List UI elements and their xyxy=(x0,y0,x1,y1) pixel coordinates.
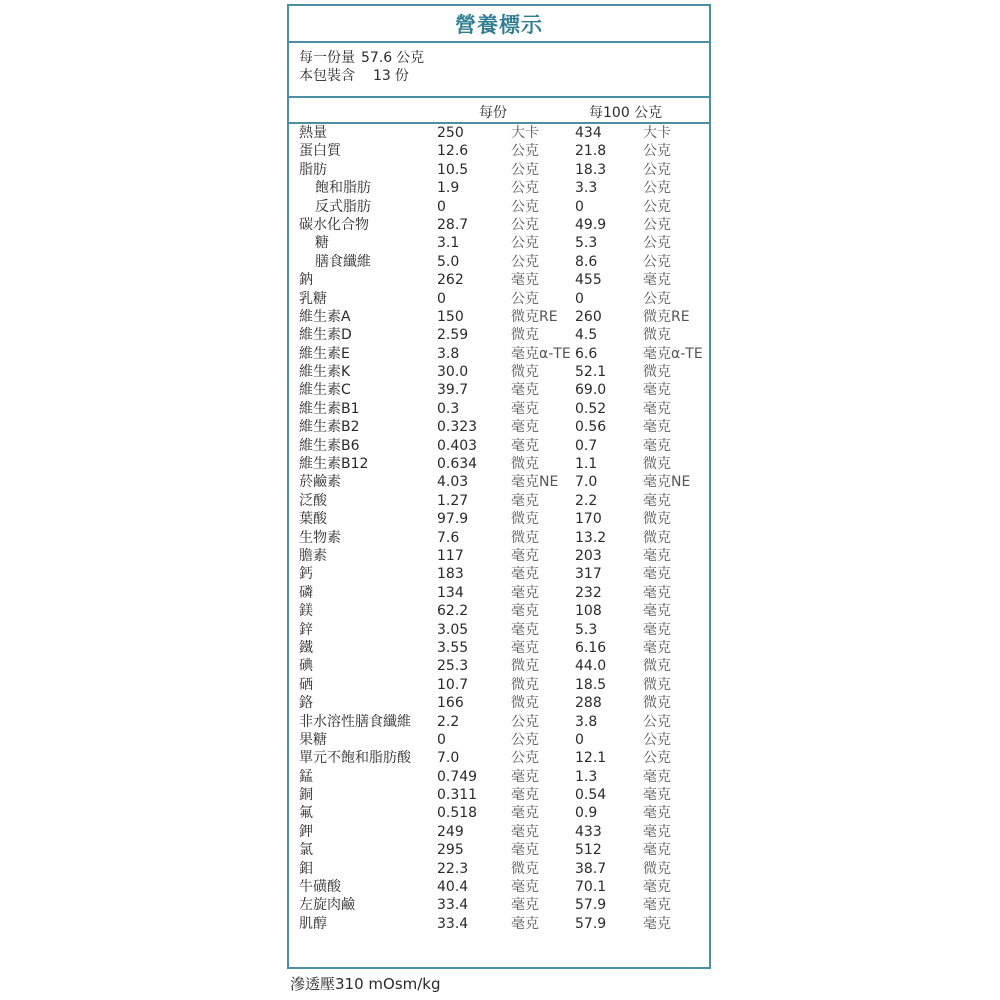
per-100g-unit: 毫克 xyxy=(643,400,671,417)
per-serving-unit: 毫克NE xyxy=(511,474,559,491)
per-serving-value: 117 xyxy=(437,547,464,564)
per-100g-unit: 公克 xyxy=(643,180,671,197)
per-serving-value: 39.7 xyxy=(437,382,469,399)
per-100g-value: 3.8 xyxy=(575,713,598,730)
nutrient-row xyxy=(289,510,709,528)
osmolality-note: 滲透壓310 mOsm/kg xyxy=(290,975,441,993)
nutrient-row xyxy=(289,142,709,160)
per-serving-unit: 公克 xyxy=(511,731,539,748)
per-serving-unit: 公克 xyxy=(511,235,539,252)
nutrient-name: 維生素K xyxy=(299,364,351,381)
nutrient-name: 膽素 xyxy=(299,547,327,564)
per-serving-unit: 毫克 xyxy=(511,492,539,509)
per-serving-unit: 毫克α-TE xyxy=(511,345,571,362)
per-100g-unit: 微克 xyxy=(643,456,671,473)
per-serving-value: 2.59 xyxy=(437,327,469,344)
per-100g-unit: 公克 xyxy=(643,731,671,748)
per-100g-unit: 微克RE xyxy=(643,308,690,325)
per-serving-unit: 毫克 xyxy=(511,603,539,620)
per-serving-value: 262 xyxy=(437,272,464,289)
per-100g-unit: 大卡 xyxy=(643,125,671,141)
nutrient-name: 維生素E xyxy=(299,345,350,362)
nutrient-name: 果糖 xyxy=(299,731,327,748)
per-serving-unit: 微克 xyxy=(511,456,539,473)
per-100g-value: 232 xyxy=(575,584,602,601)
per-100g-unit: 公克 xyxy=(643,235,671,252)
per-100g-unit: 毫克 xyxy=(643,639,671,656)
per-100g-unit: 毫克 xyxy=(643,272,671,289)
col-per-serving: 每份 xyxy=(479,105,507,121)
per-serving-unit: 毫克 xyxy=(511,621,539,638)
per-serving-value: 25.3 xyxy=(437,658,469,675)
nutrient-row xyxy=(289,529,709,547)
nutrient-name: 維生素B6 xyxy=(299,437,360,454)
per-serving-value: 3.55 xyxy=(437,639,469,656)
per-100g-unit: 微克 xyxy=(643,860,671,877)
nutrient-row xyxy=(289,823,709,841)
per-serving-value: 97.9 xyxy=(437,511,469,528)
nutrient-name: 碘 xyxy=(299,658,313,675)
per-serving-unit: 毫克 xyxy=(511,805,539,822)
nutrient-row xyxy=(289,749,709,767)
title-bar xyxy=(289,6,709,43)
nutrient-row xyxy=(289,326,709,344)
per-serving-value: 1.27 xyxy=(437,492,469,509)
per-serving-value: 10.7 xyxy=(437,676,469,693)
nutrient-name: 生物素 xyxy=(299,529,341,546)
per-serving-value: 0.518 xyxy=(437,805,478,822)
per-100g-value: 44.0 xyxy=(575,658,607,675)
nutrition-label xyxy=(287,4,711,969)
per-serving-value: 40.4 xyxy=(437,879,469,896)
per-serving-unit: 毫克 xyxy=(511,419,539,436)
servings-value: 13 xyxy=(373,68,391,84)
per-serving-value: 33.4 xyxy=(437,915,469,932)
per-100g-value: 2.2 xyxy=(575,492,598,509)
nutrient-row xyxy=(289,381,709,399)
serving-size-unit: 公克 xyxy=(396,50,425,66)
per-100g-value: 8.6 xyxy=(575,253,598,270)
per-100g-value: 57.9 xyxy=(575,915,607,932)
per-100g-value: 434 xyxy=(575,125,602,141)
per-serving-unit: 微克 xyxy=(511,529,539,546)
per-100g-unit: 毫克 xyxy=(643,547,671,564)
nutrient-row xyxy=(289,473,709,491)
per-100g-value: 1.1 xyxy=(575,456,598,473)
per-100g-unit: 微克 xyxy=(643,327,671,344)
per-100g-unit: 毫克 xyxy=(643,915,671,932)
per-serving-unit: 微克 xyxy=(511,511,539,528)
per-serving-unit: 毫克 xyxy=(511,272,539,289)
serving-info xyxy=(289,43,709,98)
nutrient-name: 氯 xyxy=(299,842,313,859)
per-100g-unit: 微克 xyxy=(643,676,671,693)
nutrient-name: 泛酸 xyxy=(299,492,327,509)
nutrient-row xyxy=(289,621,709,639)
per-serving-value: 62.2 xyxy=(437,603,469,620)
nutrient-name: 牛磺酸 xyxy=(299,879,341,896)
per-serving-unit: 毫克 xyxy=(511,897,539,914)
nutrient-name: 蛋白質 xyxy=(299,143,341,160)
per-100g-unit: 毫克 xyxy=(643,787,671,804)
nutrient-name: 鈉 xyxy=(299,272,313,289)
per-100g-unit: 公克 xyxy=(643,161,671,178)
per-100g-value: 203 xyxy=(575,547,602,564)
per-serving-value: 3.8 xyxy=(437,345,460,362)
nutrient-row xyxy=(289,363,709,381)
per-100g-value: 18.5 xyxy=(575,676,607,693)
nutrient-row xyxy=(289,400,709,418)
per-serving-value: 295 xyxy=(437,842,464,859)
per-serving-value: 0.749 xyxy=(437,768,478,785)
nutrient-row xyxy=(289,124,709,142)
per-100g-unit: 毫克 xyxy=(643,805,671,822)
nutrient-row xyxy=(289,657,709,675)
per-serving-unit: 微克 xyxy=(511,695,539,712)
servings-label: 本包裝含 xyxy=(299,68,355,84)
per-100g-unit: 毫克 xyxy=(643,621,671,638)
per-100g-value: 18.3 xyxy=(575,161,607,178)
nutrient-name: 碳水化合物 xyxy=(299,216,369,233)
nutrient-row xyxy=(289,804,709,822)
nutrient-row xyxy=(289,731,709,749)
per-serving-value: 250 xyxy=(437,125,464,141)
per-100g-unit: 毫克 xyxy=(643,897,671,914)
nutrient-row xyxy=(289,694,709,712)
per-100g-unit: 公克 xyxy=(643,290,671,307)
per-serving-value: 0.403 xyxy=(437,437,478,454)
nutrient-row xyxy=(289,713,709,731)
per-serving-unit: 毫克 xyxy=(511,547,539,564)
nutrient-row xyxy=(289,290,709,308)
per-serving-unit: 公克 xyxy=(511,290,539,307)
per-serving-value: 249 xyxy=(437,823,464,840)
nutrient-name: 鈣 xyxy=(299,566,313,583)
per-100g-unit: 毫克 xyxy=(643,437,671,454)
per-serving-unit: 公克 xyxy=(511,713,539,730)
per-100g-unit: 毫克α-TE xyxy=(643,345,703,362)
per-100g-value: 13.2 xyxy=(575,529,607,546)
nutrient-name: 維生素A xyxy=(299,308,351,325)
per-serving-unit: 微克 xyxy=(511,364,539,381)
per-serving-unit: 毫克 xyxy=(511,639,539,656)
per-100g-unit: 毫克 xyxy=(643,603,671,620)
per-serving-value: 22.3 xyxy=(437,860,469,877)
per-100g-value: 0.52 xyxy=(575,400,607,417)
per-100g-value: 4.5 xyxy=(575,327,598,344)
nutrient-row xyxy=(289,841,709,859)
per-serving-value: 3.1 xyxy=(437,235,460,252)
nutrient-row xyxy=(289,786,709,804)
per-100g-unit: 公克 xyxy=(643,713,671,730)
nutrient-row xyxy=(289,216,709,234)
per-100g-unit: 公克 xyxy=(643,216,671,233)
per-serving-value: 0 xyxy=(437,198,446,215)
nutrient-rows xyxy=(289,124,709,933)
nutrient-row xyxy=(289,308,709,326)
per-serving-value: 0 xyxy=(437,290,446,307)
per-100g-unit: 毫克 xyxy=(643,823,671,840)
per-100g-value: 12.1 xyxy=(575,750,607,767)
per-100g-value: 49.9 xyxy=(575,216,607,233)
per-serving-unit: 毫克 xyxy=(511,842,539,859)
per-serving-value: 12.6 xyxy=(437,143,469,160)
per-100g-value: 0.56 xyxy=(575,419,607,436)
per-100g-value: 3.3 xyxy=(575,180,598,197)
per-serving-value: 2.2 xyxy=(437,713,460,730)
nutrient-name: 維生素D xyxy=(299,327,352,344)
nutrient-name: 肌醇 xyxy=(299,915,327,932)
nutrient-row xyxy=(289,455,709,473)
nutrient-name: 鎂 xyxy=(299,603,313,620)
per-serving-unit: 毫克 xyxy=(511,437,539,454)
per-100g-unit: 毫克 xyxy=(643,492,671,509)
nutrient-row xyxy=(289,768,709,786)
nutrient-name: 單元不飽和脂肪酸 xyxy=(299,750,411,767)
per-serving-unit: 毫克 xyxy=(511,787,539,804)
nutrient-name: 鉀 xyxy=(299,823,313,840)
per-100g-unit: 公克 xyxy=(643,198,671,215)
per-serving-unit: 公克 xyxy=(511,253,539,270)
nutrient-name: 鉻 xyxy=(299,695,313,712)
nutrient-name: 熱量 xyxy=(299,125,327,141)
nutrient-name: 氟 xyxy=(299,805,313,822)
nutrient-row xyxy=(289,896,709,914)
per-serving-unit: 公克 xyxy=(511,180,539,197)
nutrient-name: 左旋肉鹼 xyxy=(299,897,355,914)
per-serving-unit: 毫克 xyxy=(511,400,539,417)
per-100g-unit: 毫克 xyxy=(643,879,671,896)
per-serving-value: 7.6 xyxy=(437,529,460,546)
per-serving-unit: 微克RE xyxy=(511,308,558,325)
per-100g-value: 38.7 xyxy=(575,860,607,877)
per-100g-unit: 毫克 xyxy=(643,842,671,859)
nutrient-row xyxy=(289,161,709,179)
nutrient-name: 非水溶性膳食纖維 xyxy=(299,713,411,730)
per-serving-value: 0.323 xyxy=(437,419,478,436)
per-100g-value: 0 xyxy=(575,731,584,748)
per-serving-value: 0.311 xyxy=(437,787,478,804)
per-serving-value: 0.3 xyxy=(437,400,460,417)
per-serving-unit: 微克 xyxy=(511,676,539,693)
nutrient-row xyxy=(289,915,709,933)
nutrient-name: 反式脂肪 xyxy=(315,198,371,215)
column-header xyxy=(289,98,709,124)
per-100g-value: 69.0 xyxy=(575,382,607,399)
nutrient-name: 糖 xyxy=(315,235,329,252)
nutrient-name: 銅 xyxy=(299,787,313,804)
nutrient-row xyxy=(289,602,709,620)
per-100g-unit: 毫克 xyxy=(643,566,671,583)
per-serving-unit: 微克 xyxy=(511,327,539,344)
per-100g-unit: 微克 xyxy=(643,695,671,712)
per-serving-value: 10.5 xyxy=(437,161,469,178)
nutrient-row xyxy=(289,437,709,455)
per-serving-value: 33.4 xyxy=(437,897,469,914)
per-serving-value: 28.7 xyxy=(437,216,469,233)
per-100g-unit: 公克 xyxy=(643,750,671,767)
per-serving-unit: 公克 xyxy=(511,161,539,178)
per-100g-value: 260 xyxy=(575,308,602,325)
per-serving-value: 7.0 xyxy=(437,750,460,767)
per-100g-value: 0.7 xyxy=(575,437,598,454)
per-serving-unit: 公克 xyxy=(511,198,539,215)
per-100g-unit: 公克 xyxy=(643,143,671,160)
per-serving-unit: 毫克 xyxy=(511,879,539,896)
per-serving-unit: 公克 xyxy=(511,216,539,233)
per-100g-value: 52.1 xyxy=(575,364,607,381)
per-100g-value: 5.3 xyxy=(575,235,598,252)
nutrient-row xyxy=(289,271,709,289)
per-100g-unit: 毫克 xyxy=(643,768,671,785)
per-serving-unit: 微克 xyxy=(511,658,539,675)
per-100g-value: 7.0 xyxy=(575,474,598,491)
nutrient-name: 鉬 xyxy=(299,860,313,877)
per-serving-unit: 公克 xyxy=(511,143,539,160)
per-serving-value: 0 xyxy=(437,731,446,748)
nutrient-row xyxy=(289,547,709,565)
per-100g-value: 433 xyxy=(575,823,602,840)
per-serving-value: 150 xyxy=(437,308,464,325)
per-serving-unit: 微克 xyxy=(511,860,539,877)
per-serving-unit: 毫克 xyxy=(511,915,539,932)
nutrient-row xyxy=(289,492,709,510)
serving-size-line xyxy=(299,49,709,67)
per-serving-unit: 毫克 xyxy=(511,566,539,583)
nutrient-row xyxy=(289,860,709,878)
per-serving-value: 30.0 xyxy=(437,364,469,381)
per-100g-value: 21.8 xyxy=(575,143,607,160)
serving-size-value: 57.6 xyxy=(361,50,393,66)
per-100g-value: 317 xyxy=(575,566,602,583)
per-100g-value: 5.3 xyxy=(575,621,598,638)
per-serving-unit: 毫克 xyxy=(511,823,539,840)
per-100g-value: 6.6 xyxy=(575,345,598,362)
per-100g-unit: 毫克 xyxy=(643,584,671,601)
nutrient-name: 葉酸 xyxy=(299,511,327,528)
per-100g-value: 6.16 xyxy=(575,639,607,656)
per-100g-value: 288 xyxy=(575,695,602,712)
nutrient-row xyxy=(289,418,709,436)
per-100g-unit: 微克 xyxy=(643,364,671,381)
per-serving-value: 0.634 xyxy=(437,456,478,473)
per-serving-value: 134 xyxy=(437,584,464,601)
per-serving-unit: 大卡 xyxy=(511,125,539,141)
per-serving-unit: 公克 xyxy=(511,750,539,767)
nutrient-name: 維生素B12 xyxy=(299,456,369,473)
nutrient-row xyxy=(289,639,709,657)
per-100g-value: 512 xyxy=(575,842,602,859)
nutrient-name: 乳糖 xyxy=(299,290,327,307)
per-serving-value: 1.9 xyxy=(437,180,460,197)
per-100g-unit: 微克 xyxy=(643,511,671,528)
nutrient-name: 錳 xyxy=(299,768,313,785)
per-serving-unit: 毫克 xyxy=(511,382,539,399)
per-100g-unit: 微克 xyxy=(643,529,671,546)
per-100g-value: 0.9 xyxy=(575,805,598,822)
nutrient-name: 脂肪 xyxy=(299,161,327,178)
per-100g-value: 0 xyxy=(575,290,584,307)
label-title: 營養標示 xyxy=(455,12,543,37)
nutrient-row xyxy=(289,878,709,896)
per-100g-unit: 微克 xyxy=(643,658,671,675)
servings-unit: 份 xyxy=(394,68,409,84)
per-serving-value: 3.05 xyxy=(437,621,469,638)
per-100g-value: 108 xyxy=(575,603,602,620)
per-100g-value: 0.54 xyxy=(575,787,607,804)
nutrient-row xyxy=(289,584,709,602)
nutrient-name: 磷 xyxy=(299,584,313,601)
nutrient-row xyxy=(289,253,709,271)
per-100g-value: 455 xyxy=(575,272,602,289)
nutrient-name: 膳食纖維 xyxy=(315,253,371,270)
per-100g-value: 70.1 xyxy=(575,879,607,896)
servings-per-pack-line xyxy=(299,67,709,85)
nutrient-name: 維生素C xyxy=(299,382,351,399)
per-serving-value: 5.0 xyxy=(437,253,460,270)
per-100g-unit: 毫克NE xyxy=(643,474,691,491)
nutrient-name: 鋅 xyxy=(299,621,313,638)
nutrient-name: 維生素B2 xyxy=(299,419,360,436)
per-100g-value: 0 xyxy=(575,198,584,215)
per-100g-unit: 毫克 xyxy=(643,419,671,436)
nutrient-name: 硒 xyxy=(299,676,313,693)
per-100g-value: 1.3 xyxy=(575,768,598,785)
per-100g-value: 170 xyxy=(575,511,602,528)
nutrient-row xyxy=(289,198,709,216)
per-serving-unit: 毫克 xyxy=(511,768,539,785)
nutrient-name: 維生素B1 xyxy=(299,400,360,417)
per-100g-value: 57.9 xyxy=(575,897,607,914)
nutrient-name: 菸鹼素 xyxy=(299,474,341,491)
per-serving-value: 166 xyxy=(437,695,464,712)
serving-size-label: 每一份量 xyxy=(299,50,355,66)
per-serving-value: 183 xyxy=(437,566,464,583)
nutrient-row xyxy=(289,345,709,363)
col-per-100g: 每100 公克 xyxy=(589,105,663,121)
per-serving-unit: 毫克 xyxy=(511,584,539,601)
per-100g-unit: 公克 xyxy=(643,253,671,270)
nutrient-name: 鐵 xyxy=(299,639,313,656)
nutrient-row xyxy=(289,234,709,252)
nutrient-row xyxy=(289,565,709,583)
nutrient-name: 飽和脂肪 xyxy=(315,180,371,197)
per-100g-unit: 毫克 xyxy=(643,382,671,399)
nutrient-row xyxy=(289,179,709,197)
per-serving-value: 4.03 xyxy=(437,474,469,491)
nutrient-row xyxy=(289,676,709,694)
